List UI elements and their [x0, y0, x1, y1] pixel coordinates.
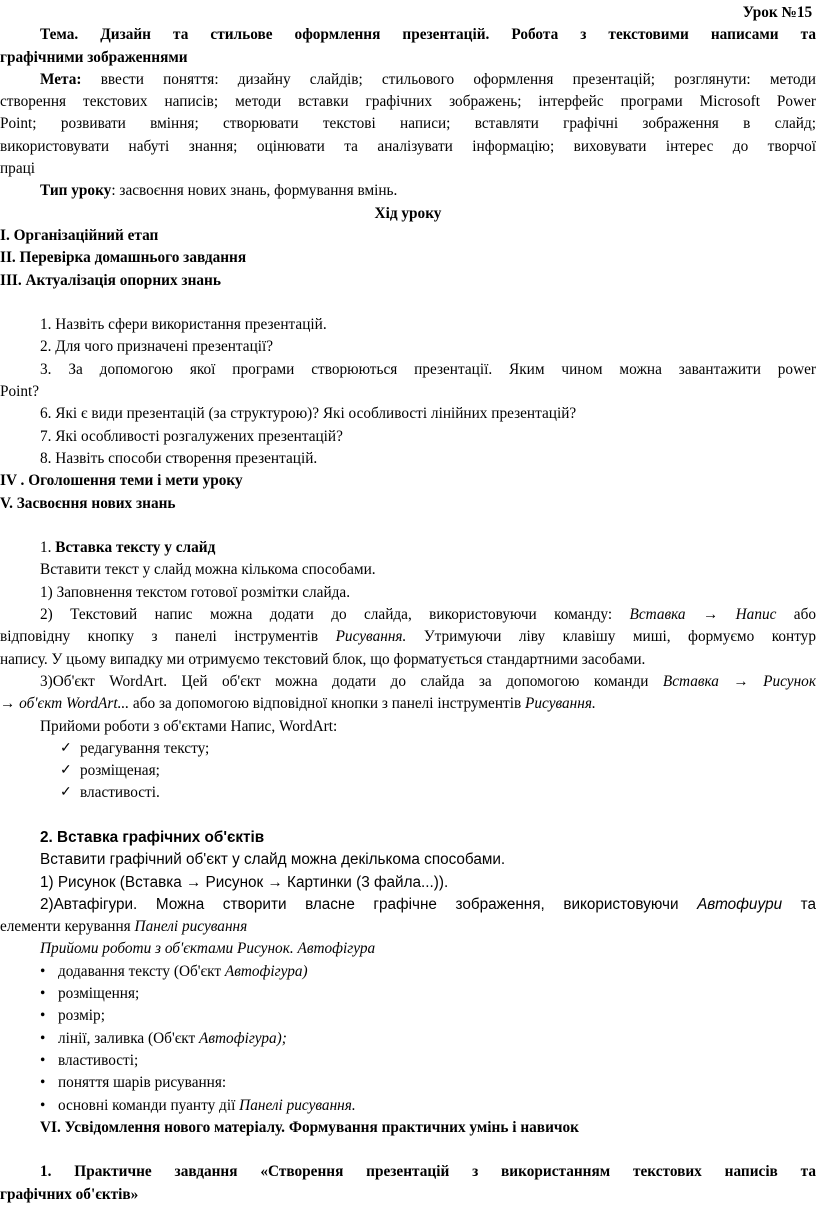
section-2-paragraph-2-line-1: 2)Автафігури. Можна створити власне графічне зображення, використовуючи Автофиури та — [40, 895, 816, 913]
bullet-icon: • — [40, 1007, 46, 1025]
bullet-item: • розмір; — [0, 1005, 816, 1027]
question-3-line-1: 3. За допомогою якої програми створюються презентації. Яким чином можна завантажити power — [40, 360, 816, 378]
document-page — [0, 2, 816, 1206]
bullet-item: • властивості; — [0, 1050, 816, 1072]
section-1-paragraph-2-line-2: відповідну кнопку з панелі інструментів Рисування. Утримуючи ліву клавішу миші, формуємо контур — [0, 628, 816, 646]
bullet-icon: • — [40, 962, 46, 980]
section-1-heading: 1. Вставка тексту у слайд — [40, 539, 216, 557]
check-item: ✓ властивості. — [0, 782, 816, 804]
section-1-techniques: Прийоми роботи з об'єктами Напис, WordArt: — [40, 717, 338, 735]
section-1-paragraph-3-line-1: 3)Об'єкт WordArt. Цей об'єкт можна додати до слайда за допомогою команди Вставка → Рисунок — [40, 672, 816, 690]
bullet-item: • лінії, заливка (Об'єкт Автофігура); — [0, 1028, 816, 1050]
practice-line-1: 1. Практичне завдання «Створення презентацій з використанням текстових написів та — [40, 1163, 816, 1181]
question-7: 7. Які особливості розгалужених презентацій? — [40, 427, 343, 445]
question-6: 6. Які є види презентацій (за структурою)? Які особливості лінійних презентацій? — [40, 405, 577, 423]
goal-line-5: праці — [0, 160, 36, 178]
lesson-number: Урок №15 — [742, 4, 813, 21]
stage-2: II. Перевірка домашнього завдання — [0, 249, 247, 267]
bullet-item: • основні команди пуанту дії Панелі рисування. — [0, 1095, 816, 1117]
checkmark-icon: ✓ — [60, 763, 72, 779]
question-2: 2. Для чого призначені презентації? — [40, 338, 274, 356]
stage-6: VI. Усвідомлення нового матеріалу. Формування практичних умінь і навичок — [40, 1118, 579, 1136]
checkmark-icon: ✓ — [60, 740, 72, 756]
topic-line-2: графічними зображеннями — [0, 48, 188, 66]
section-1-intro: Вставити текст у слайд можна кількома способами. — [40, 561, 376, 579]
section-1-paragraph-2-line-1: 2) Текстовий напис можна додати до слайда, використовуючи команду: Вставка → Напис або — [40, 606, 816, 624]
stage-4: IV . Оголошення теми і мети уроку — [0, 472, 243, 490]
section-2-paragraph-2-line-2: елементи керування Панелі рисування — [0, 918, 248, 936]
stage-5: V. Засвоєння нових знань — [0, 494, 176, 512]
course-title: Хід уроку — [374, 204, 442, 222]
bullet-icon: • — [40, 1096, 46, 1114]
topic-line-1: Тема. Дизайн та стильове оформлення презентацій. Робота з текстовими написами та — [40, 26, 816, 44]
check-item: ✓ розміщеная; — [0, 760, 816, 782]
bullet-item: • розміщення; — [0, 983, 816, 1005]
check-item: ✓ редагування тексту; — [0, 738, 816, 760]
section-2-heading: 2. Вставка графічних об'єктів — [40, 828, 265, 846]
question-8: 8. Назвіть способи створення презентацій. — [40, 449, 318, 467]
section-1-paragraph-2-line-3: напису. У цьому випадку ми отримуємо текстовий блок, що форматується стандартними засобами. — [0, 650, 646, 668]
section-2-techniques: Прийоми роботи з об'єктами Рисунок. Автофігура — [40, 940, 376, 958]
section-2-paragraph-1: 1) Рисунок (Вставка → Рисунок → Картинки (3 файла...)). — [40, 873, 449, 891]
goal-line-2: створення текстових написів; методи вставки графічних зображень; інтерфейс програми Microsoft Power — [0, 93, 816, 111]
bullet-item: • поняття шарів рисування: — [0, 1072, 816, 1094]
bullet-icon: • — [40, 1051, 46, 1069]
section-1-paragraph-3-line-2: → об'єкт WordArt... або за допомогою відповідної кнопки з панелі інструментів Рисування. — [0, 695, 596, 713]
goal-line-4: використовувати набуті знання; оцінювати та аналізувати інформацію; виховувати інтерес до творчої — [0, 137, 816, 155]
question-1: 1. Назвіть сфери використання презентацій. — [40, 316, 327, 334]
question-3-line-2: Point? — [0, 383, 40, 401]
bullet-icon: • — [40, 985, 46, 1003]
goal-line-1: Мета: ввести поняття: дизайну слайдів; стильового оформлення презентацій; розглянути: методи — [40, 70, 816, 88]
section-2-intro: Вставити графічний об'єкт у слайд можна декількома способами. — [40, 851, 506, 869]
lesson-type: Тип уроку: засвоєння нових знань, формування вмінь. — [40, 182, 398, 200]
bullet-item: • додавання тексту (Об'єкт Автофігура) — [0, 961, 816, 983]
goal-line-3: Point; розвивати вміння; створювати текстові написи; вставляти графічні зображення в слайд; — [0, 115, 816, 133]
stage-1: I. Організаційний етап — [0, 226, 159, 244]
practice-line-2: графічних об'єктів» — [0, 1185, 139, 1203]
checkmark-icon: ✓ — [60, 785, 72, 801]
section-1-paragraph-1: 1) Заповнення текстом готової розмітки слайда. — [40, 583, 351, 601]
bullet-icon: • — [40, 1029, 46, 1047]
stage-3: III. Актуалізація опорних знань — [0, 271, 221, 289]
bullet-icon: • — [40, 1074, 46, 1092]
